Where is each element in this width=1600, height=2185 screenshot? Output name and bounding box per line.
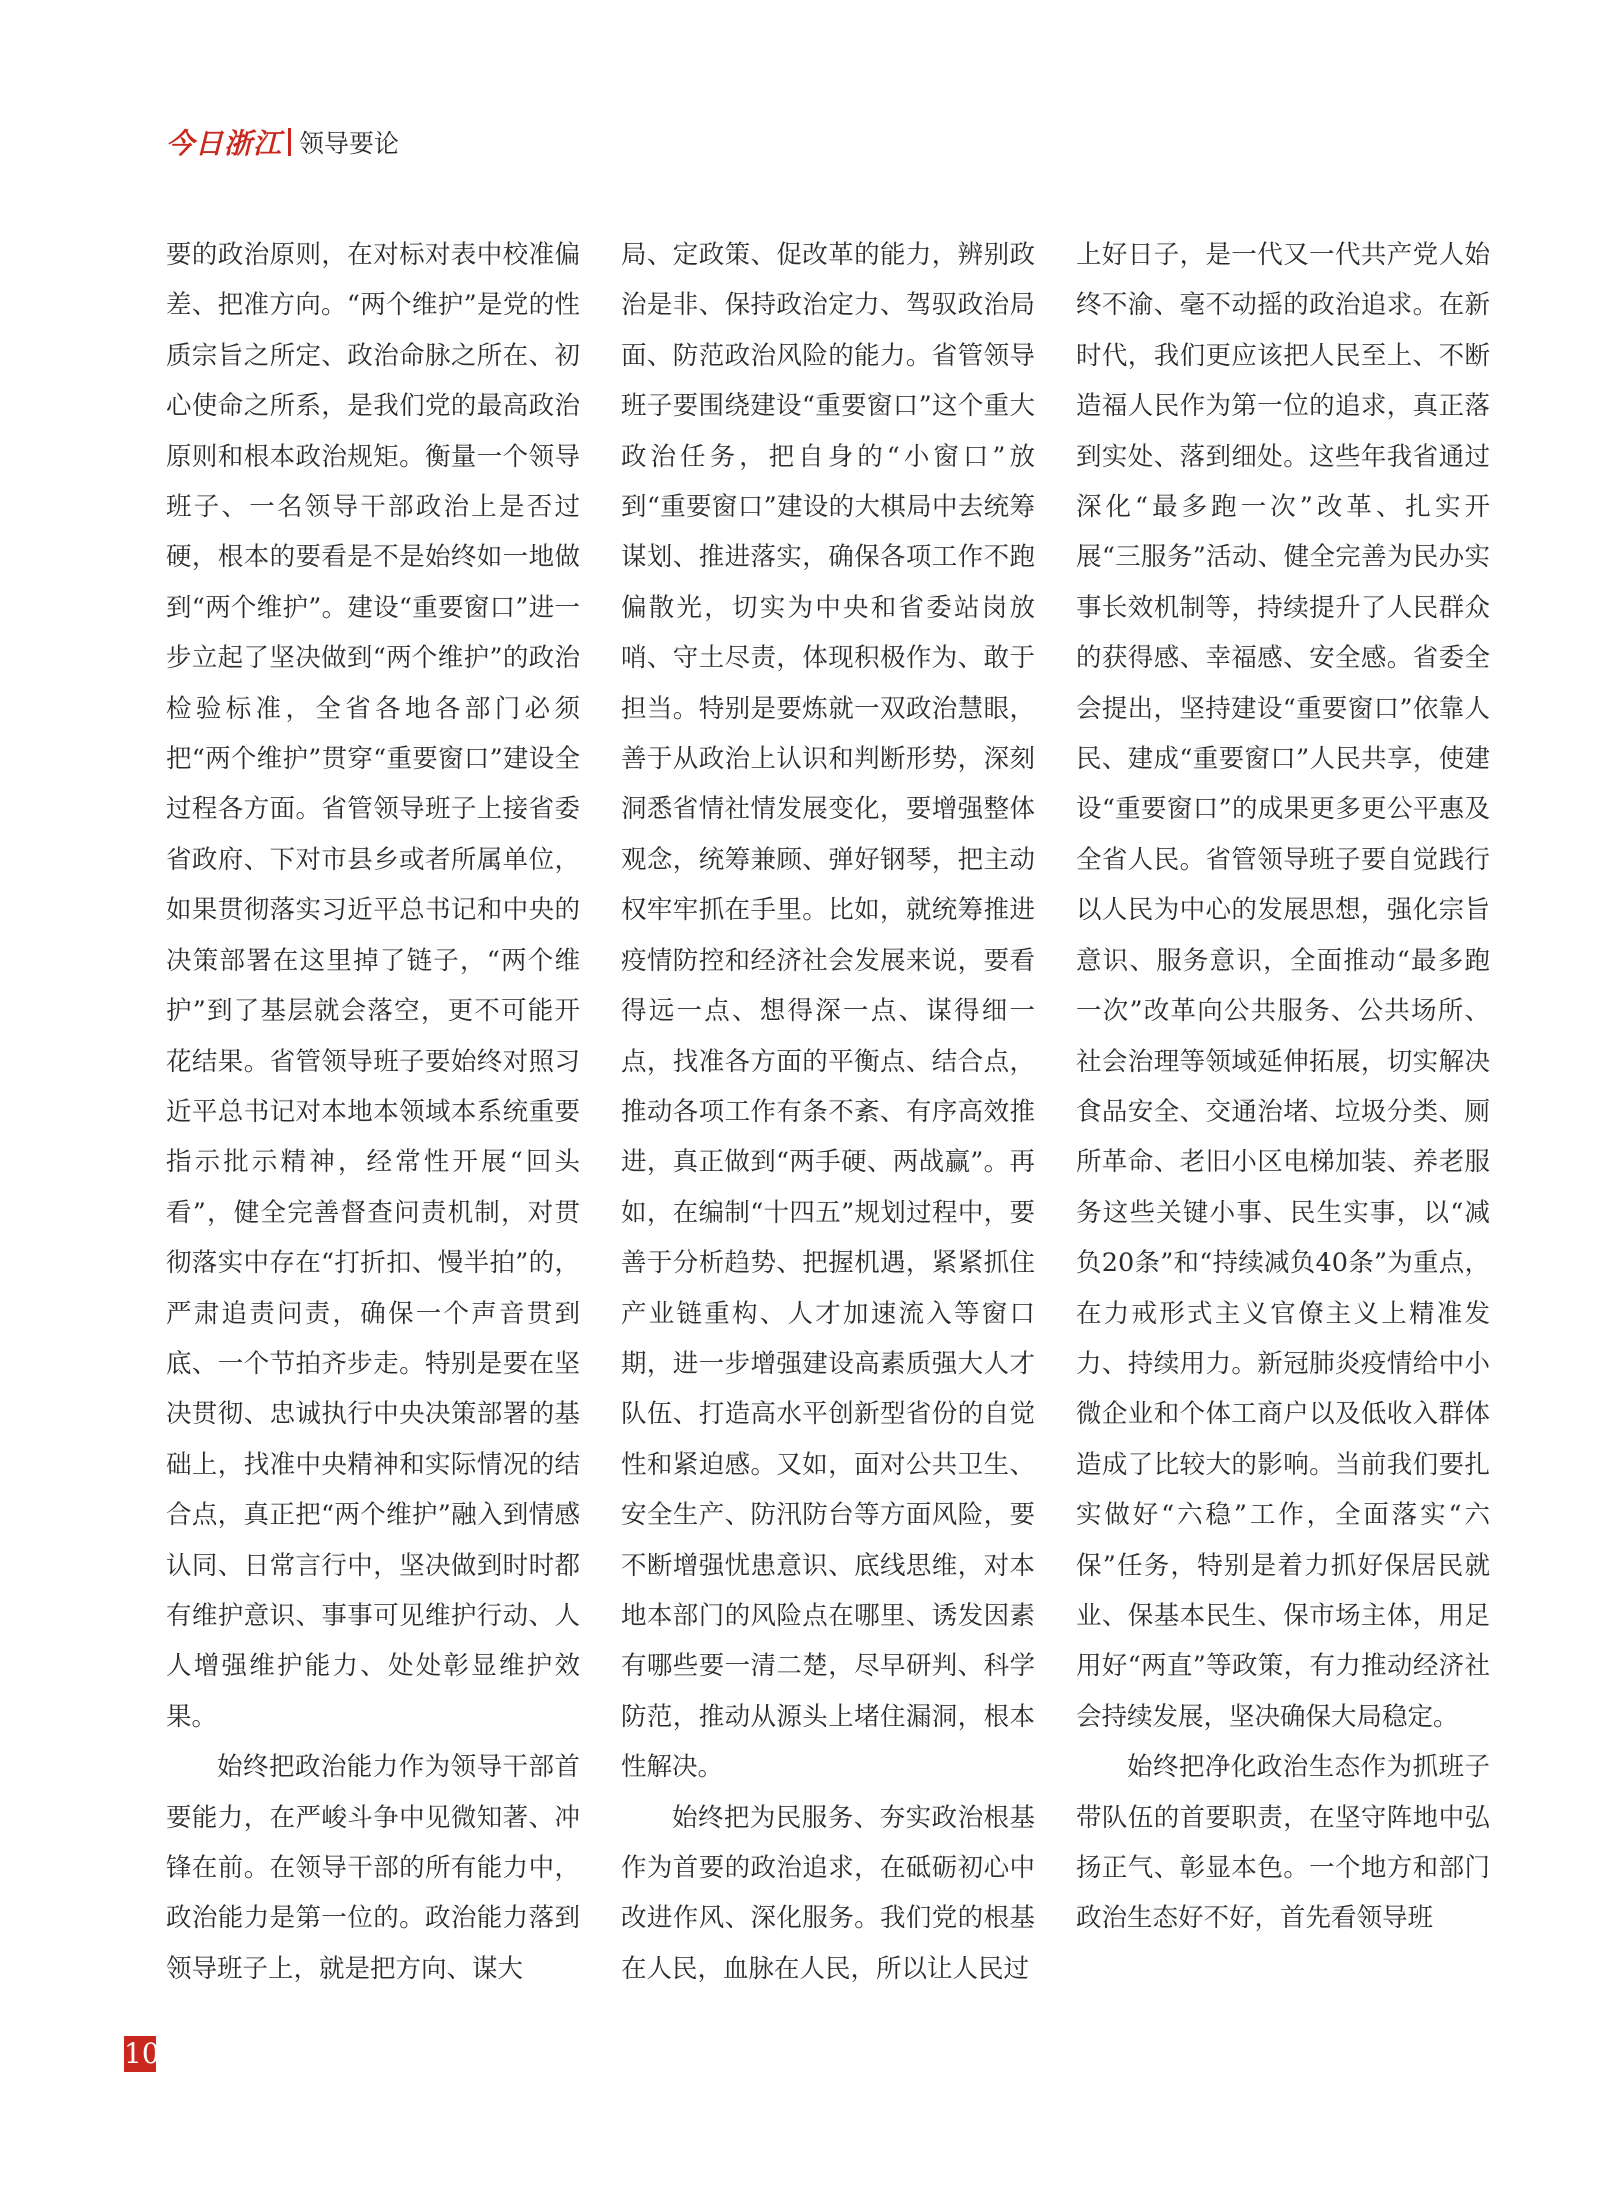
magazine-logo: 今日浙江 — [166, 127, 283, 160]
paragraph: 始终把为民服务、夯实政治根基作为首要的政治追求，在砥砺初心中改进作风、深化服务。我们党的根基在人民，血脉在人民，所以让人民过 — [621, 1802, 1035, 1984]
paragraph: 局、定政策、促改革的能力，辨别政治是非、保持政治定力、驾驭政治局面、防范政治风险的能力。省管领导班子要围绕建设“重要窗口”这个重大政治任务，把自身的“小窗口”放到“重要窗口”建设的大棋局中去统筹谋划、推进落实，确保各项工作不跑偏散光，切实为中央和省委站岗放哨、守土尽责，体现积极作为、敢于担当。特别是要炼就一双政治慧眼，善于从政治上认识和判断形势，深刻洞悉省情社情发展变化，要增强整体观念，统筹兼顾、弹好钢琴，把主动权牢牢抓在手里。比如，就统筹推进疫情防控和经济社会发展来说，要看得远一点、想得深一点、谋得细一点，找准各方面的平衡点、结合点，推动各项工作有条不紊、有序高效推进，真正做到“两手硬、两战赢”。再如，在编制“十四五”规划过程中，要善于分析趋势、把握机遇，紧紧抓住产业链重构、人才加速流入等窗口期，进一步增强建设高素质强大人才队伍、打造高水平创新型省份的自觉性和紧迫感。又如，面对公共卫生、安全生产、防汛防台等方面风险，要不断增强忧患意识、底线思维，对本地本部门的风险点在哪里、诱发因素有哪些要一清二楚，尽早研判、科学防范，推动从源头上堵住漏洞，根本性解决。 — [621, 240, 1035, 1783]
paragraph: 上好日子，是一代又一代共产党人始终不渝、毫不动摇的政治追求。在新时代，我们更应该把人民至上、不断造福人民作为第一位的追求，真正落到实处、落到细处。这些年我省通过深化“最多跑一次”改革、扎实开展“三服务”活动、健全完善为民办实事长效机制等，持续提升了人民群众的获得感、幸福感、安全感。省委全会提出，坚持建设“重要窗口”依靠人民、建成“重要窗口”人民共享，使建设“重要窗口”的成果更多更公平惠及全省人民。省管领导班子要自觉践行以人民为中心的发展思想，强化宗旨意识、服务意识，全面推动“最多跑一次”改革向公共服务、公共场所、社会治理等领域延伸拓展，切实解决食品安全、交通治堵、垃圾分类、厕所革命、老旧小区电梯加装、养老服务这些关键小事、民生实事，以“减负20条”和“持续减负40条”为重点，在力戒形式主义官僚主义上精准发力、持续用力。新冠肺炎疫情给中小微企业和个体工商户以及低收入群体造成了比较大的影响。当前我们要扎实做好“六稳”工作，全面落实“六保”任务，特别是着力抓好保居民就业、保基本民生、保市场主体，用足用好“两直”等政策，有力推动经济社会持续发展，坚决确保大局稳定。 — [1076, 240, 1490, 1732]
section-title: 领导要论 — [299, 129, 400, 158]
article-column-3 — [1076, 230, 1490, 2030]
article-body — [166, 230, 1490, 2030]
page-number: 10 — [124, 2037, 160, 2070]
paragraph: 始终把政治能力作为领导干部首要能力，在严峻斗争中见微知著、冲锋在前。在领导干部的所有能力中，政治能力是第一位的。政治能力落到领导班子上，就是把方向、谋大 — [166, 1752, 580, 1984]
paragraph: 始终把净化政治生态作为抓班子带队伍的首要职责，在坚守阵地中弘扬正气、彰显本色。一个地方和部门政治生态好不好，首先看领导班 — [1076, 1752, 1490, 1934]
article-column-1 — [166, 230, 580, 2030]
header-divider — [288, 128, 291, 156]
page-header — [166, 122, 399, 162]
paragraph: 要的政治原则，在对标对表中校准偏差、把准方向。“两个维护”是党的性质宗旨之所定、政治命脉之所在、初心使命之所系，是我们党的最高政治原则和根本政治规矩。衡量一个领导班子、一名领导干部政治上是否过硬，根本的要看是不是始终如一地做到“两个维护”。建设“重要窗口”进一步立起了坚决做到“两个维护”的政治检验标准，全省各地各部门必须把“两个维护”贯穿“重要窗口”建设全过程各方面。省管领导班子上接省委省政府、下对市县乡或者所属单位，如果贯彻落实习近平总书记和中央的决策部署在这里掉了链子，“两个维护”到了基层就会落空，更不可能开花结果。省管领导班子要始终对照习近平总书记对本地本领域本系统重要指示批示精神，经常性开展“回头看”，健全完善督查问责机制，对贯彻落实中存在“打折扣、慢半拍”的，严肃追责问责，确保一个声音贯到底、一个节拍齐步走。特别是要在坚决贯彻、忠诚执行中央决策部署的基础上，找准中央精神和实际情况的结合点，真正把“两个维护”融入到情感认同、日常言行中，坚决做到时时都有维护意识、事事可见维护行动、人人增强维护能力、处处彰显维护效果。 — [166, 240, 580, 1732]
article-column-2 — [621, 230, 1035, 2030]
